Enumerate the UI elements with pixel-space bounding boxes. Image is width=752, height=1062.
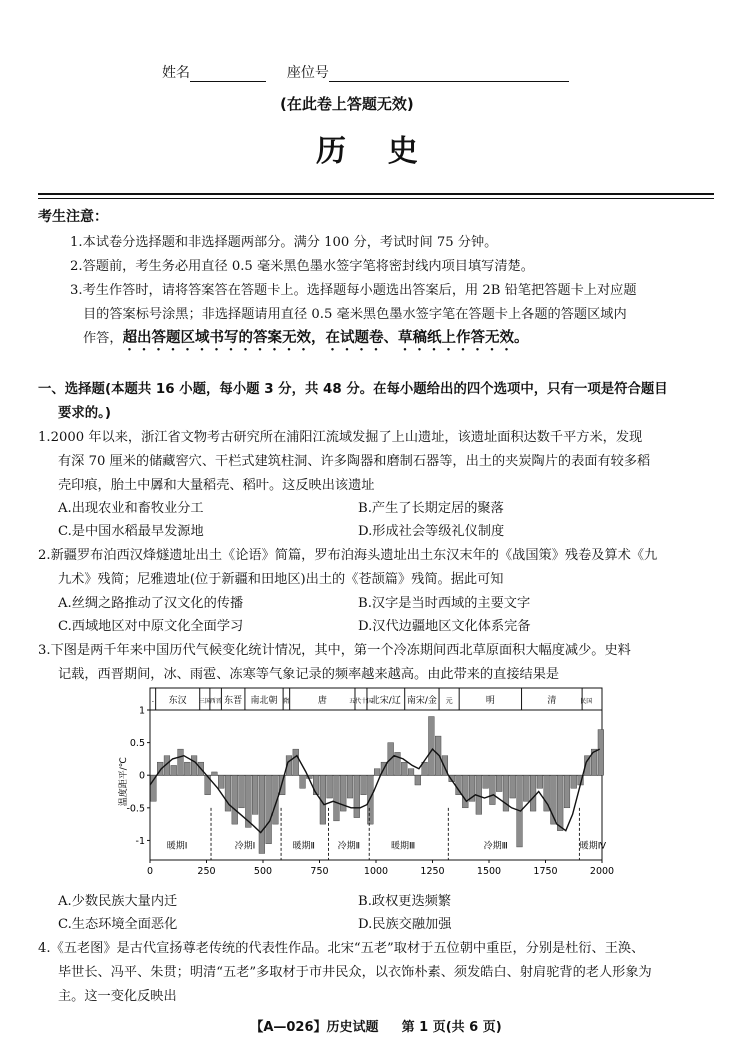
section-heading: 一、选择题(本题共 16 小题，每小题 3 分，共 48 分。在每小题给出的四个选项中，只有一项是符合题目 — [38, 382, 668, 397]
candidate-info — [162, 62, 569, 82]
question-3-line-1: 3.下图是两千年来中国历代气候变化统计情况，其中，第一个冷冻期间西北草原面积大幅度减少。史料 — [38, 643, 631, 658]
question-1-option-d[interactable]: D.形成社会等级礼仪制度 — [358, 524, 505, 539]
climate-chart — [110, 686, 620, 886]
anomaly-bar — [259, 775, 265, 853]
anomaly-bar — [428, 717, 434, 776]
question-4-line-3: 主。这一变化反映出 — [58, 989, 177, 1004]
page-title: 历 史 — [316, 134, 418, 169]
x-tick-label: 1250 — [420, 866, 445, 877]
y-tick-label: 0.5 — [129, 738, 145, 750]
anomaly-bar — [537, 775, 543, 788]
y-tick-label: -0.5 — [126, 803, 145, 815]
anomaly-bar — [415, 775, 421, 785]
attention-item-3-cont: 目的答案标号涂黑；非选择题请用直径 0.5 毫米黑色墨水签字笔在答题卡上各题的答题区域内 — [83, 307, 627, 322]
dynasty-label: 元 — [445, 697, 453, 705]
answer-invalid-notice: (在此卷上答题无效) — [280, 95, 414, 113]
question-1-option-a[interactable]: A.出现农业和畜牧业分工 — [58, 501, 204, 516]
question-3-option-a[interactable]: A.少数民族大量内迁 — [58, 894, 178, 909]
y-axis-label: 温度距平/℃ — [119, 757, 129, 807]
question-4-line-1: 4.《五老图》是古代宣扬尊老传统的代表性作品。北宋“五老”取材于五位朝中重臣，分别是杜衍、王涣、 — [38, 941, 645, 956]
period-label: 暖期Ⅰ — [166, 841, 188, 852]
question-1-option-c[interactable]: C.是中国水稻最早发源地 — [58, 524, 204, 539]
page-footer — [0, 1016, 752, 1035]
anomaly-bar — [184, 762, 190, 775]
name-label: 姓名 — [162, 65, 190, 81]
x-tick-label: 1500 — [476, 866, 502, 877]
anomaly-bar — [483, 775, 489, 788]
section-heading-cont: 要求的。) — [58, 406, 111, 421]
anomaly-bar — [347, 775, 353, 798]
dynasty-label: 五代十国 — [348, 698, 373, 705]
y-tick-label: 1 — [138, 705, 145, 717]
anomaly-bar — [496, 775, 502, 791]
anomaly-bar — [191, 756, 197, 776]
period-label: 暖期Ⅲ — [391, 841, 416, 852]
dynasty-label: 隋 — [283, 698, 290, 705]
anomaly-bar — [435, 736, 441, 775]
question-3-option-c[interactable]: C.生态环境全面恶化 — [58, 917, 178, 932]
anomaly-bar — [334, 775, 340, 821]
header-divider — [38, 193, 714, 195]
dynasty-label: 北宋/辽 — [370, 696, 401, 706]
anomaly-bar — [239, 775, 245, 808]
dynasty-label: 西晋 — [209, 698, 222, 705]
exam-subject: 历史试题 — [326, 1020, 379, 1035]
question-3-line-2: 记载，西晋期间，冰、雨雹、冻寒等气象记录的频率越来越高。由此带来的直接结果是 — [58, 667, 560, 682]
anomaly-bar — [266, 775, 272, 843]
question-2-option-a[interactable]: A.丝绸之路推动了汉文化的传播 — [58, 596, 244, 611]
dynasty-label: 三国 — [198, 698, 211, 705]
dynasty-label: 南北朝 — [250, 696, 278, 706]
x-tick-label: 2000 — [589, 866, 615, 877]
attention-item-3-prefix: 作答， — [83, 331, 123, 346]
anomaly-bar — [354, 775, 360, 817]
attention-emphasis: 超出答题区域书写的答案无效，在试题卷、草稿纸上作答无效。 — [122, 330, 529, 346]
x-tick-label: 500 — [253, 866, 273, 877]
anomaly-bar — [361, 775, 367, 795]
x-tick-label: 250 — [197, 866, 216, 877]
period-label: 冷期Ⅱ — [337, 841, 361, 852]
dynasty-label: 东晋 — [224, 696, 243, 706]
dynasty-label: 清 — [547, 696, 557, 706]
question-1-option-b[interactable]: B.产生了长期定居的聚落 — [358, 501, 504, 516]
dynasty-label: 明 — [485, 696, 495, 706]
period-label: 暖期Ⅱ — [292, 841, 315, 852]
page-number: 第 1 页(共 6 页) — [401, 1020, 502, 1035]
anomaly-bar — [490, 775, 496, 804]
anomaly-bar — [293, 749, 299, 775]
anomaly-bar — [212, 772, 218, 775]
anomaly-bar — [367, 775, 373, 824]
anomaly-bar — [401, 762, 407, 775]
anomaly-bar — [300, 775, 306, 788]
period-label: 冷期Ⅰ — [234, 841, 256, 852]
dynasty-label: - — [151, 698, 154, 705]
anomaly-bar — [313, 775, 319, 795]
anomaly-bar — [510, 775, 516, 798]
dynasty-label: 南宋/金 — [406, 696, 437, 706]
question-2-option-c[interactable]: C.西域地区对中原文化全面学习 — [58, 619, 244, 634]
question-2-line-1: 2.新疆罗布泊西汉烽燧遗址出土《论语》简篇，罗布泊海头遗址出土东汉末年的《战国策》残卷及算术《九 — [38, 548, 658, 563]
header-divider-thin — [38, 198, 714, 199]
period-label: 暖期Ⅳ — [579, 841, 607, 852]
anomaly-bar — [252, 775, 258, 814]
x-tick-label: 750 — [310, 866, 329, 877]
question-3-option-b[interactable]: B.政权更迭频繁 — [358, 894, 452, 909]
dynasty-label: 唐 — [317, 696, 327, 706]
anomaly-bar — [327, 775, 333, 798]
x-tick-label: 1000 — [363, 866, 389, 877]
anomaly-bar — [530, 775, 536, 811]
anomaly-bar — [171, 765, 177, 775]
question-1-line-3: 壳印痕，胎土中羼和大量稻壳、稻叶。这反映出该遗址 — [58, 478, 375, 493]
anomaly-bar — [232, 775, 238, 824]
anomaly-bar — [374, 769, 380, 776]
attention-item-1: 1.本试卷分选择题和非选择题两部分。满分 100 分，考试时间 75 分钟。 — [70, 235, 498, 250]
question-2-line-2: 九术》残简；尼雅遗址(位于新疆和田地区)出土的《苍颉篇》残简。据此可知 — [58, 572, 504, 587]
anomaly-bar — [598, 730, 604, 776]
name-field[interactable] — [190, 66, 266, 82]
question-1-line-1: 1.2000 年以来，浙江省文物考古研究所在浦阳江流域发掘了上山遗址，该遗址面积达数千平方米，发现 — [38, 430, 643, 445]
question-4-line-2: 毕世长、冯平、朱贯；明清“五老”多取材于市井民众，以衣饰朴素、须发皓白、射肩驼背的老人形象为 — [58, 965, 652, 980]
dynasty-label: 东汉 — [168, 696, 187, 706]
anomaly-bar — [557, 775, 563, 830]
attention-item-3-end — [83, 326, 529, 354]
anomaly-bar — [178, 749, 184, 775]
question-1-line-2: 有深 70 厘米的储藏窖穴、干栏式建筑柱洞、许多陶器和磨制石器等，出土的夹炭陶片的表面有较多稻 — [58, 454, 651, 469]
y-tick-label: 0 — [138, 770, 145, 782]
anomaly-bar — [218, 775, 224, 788]
attention-item-3: 3.考生作答时，请将答案答在答题卡上。选择题每小题选出答案后，用 2B 铅笔把答题卡上对应题 — [70, 283, 637, 298]
question-3-option-d[interactable]: D.民族交融加强 — [358, 917, 452, 932]
anomaly-bar — [408, 769, 414, 776]
dynasty-label: 民国 — [580, 698, 593, 705]
attention-item-2: 2.答题前，考生务必用直径 0.5 毫米黑色墨水签字笔将密封线内项目填写清楚。 — [70, 259, 534, 274]
anomaly-bar — [564, 775, 570, 808]
anomaly-bar — [523, 775, 529, 801]
question-2-option-d[interactable]: D.汉代边疆地区文化体系完备 — [358, 619, 531, 634]
question-2-option-b[interactable]: B.汉字是当时西域的主要文字 — [358, 596, 531, 611]
attention-heading: 考生注意： — [38, 209, 108, 225]
x-tick-label: 0 — [146, 866, 154, 877]
y-tick-label: -1 — [135, 835, 145, 847]
anomaly-bar — [571, 775, 577, 788]
seat-field[interactable] — [329, 66, 569, 82]
period-label: 冷期Ⅲ — [483, 841, 508, 852]
anomaly-bar — [462, 775, 468, 808]
exam-code: 【A—026】 — [250, 1020, 327, 1035]
seat-label: 座位号 — [286, 65, 329, 81]
x-tick-label: 1750 — [533, 866, 558, 877]
